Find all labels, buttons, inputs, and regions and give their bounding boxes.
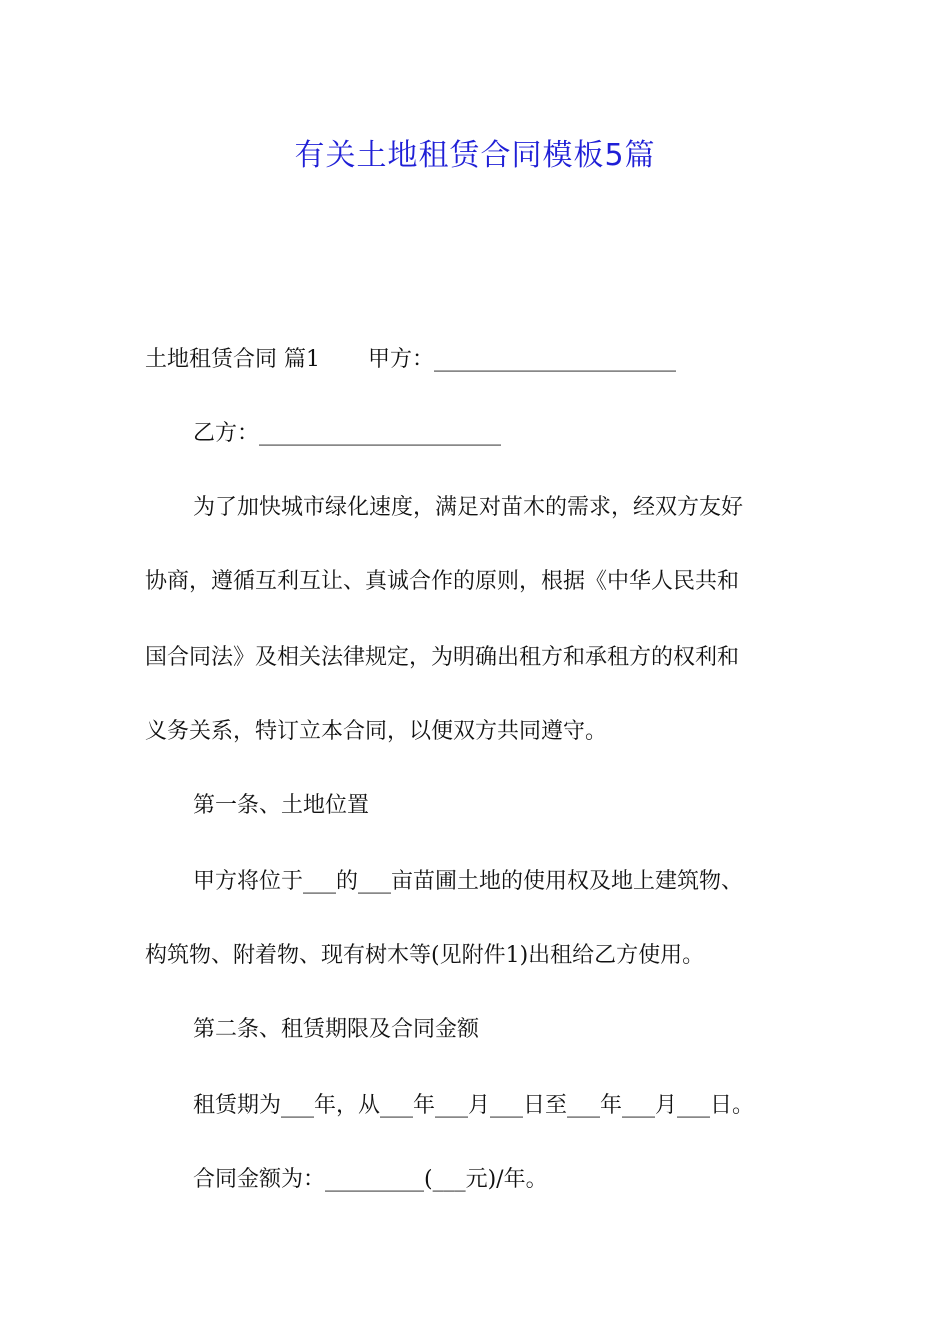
article-heading: 第二条、租赁期限及合同金额 bbox=[193, 1017, 480, 1042]
paragraph-line: 义务关系，特订立本合同，以便双方共同遵守。 bbox=[145, 719, 608, 744]
contract-heading-line bbox=[145, 344, 825, 376]
article-heading: 第一条、土地位置 bbox=[193, 793, 370, 818]
paragraph-line: 合同金额为：_________(___元)/年。 bbox=[193, 1167, 548, 1192]
party-b-field: 乙方：______________________ bbox=[193, 421, 502, 446]
paragraph-line: 租赁期为___年，从___年___月___日至___年___月___日。 bbox=[193, 1093, 755, 1118]
paragraph-line: 构筑物、附着物、现有树木等(见附件1)出租给乙方使用。 bbox=[145, 943, 705, 968]
paragraph-line: 为了加快城市绿化速度，满足对苗木的需求，经双方友好 bbox=[193, 495, 744, 520]
document-title: 有关土地租赁合同模板5篇 bbox=[294, 138, 656, 173]
paragraph-line: 协商，遵循互利互让、真诚合作的原则，根据《中华人民共和 bbox=[145, 569, 740, 594]
contract-heading: 土地租赁合同 篇1 bbox=[145, 347, 320, 372]
party-a-field: 甲方：______________________ bbox=[368, 347, 677, 372]
paragraph-line: 甲方将位于___的___亩苗圃土地的使用权及地上建筑物、 bbox=[193, 869, 744, 894]
paragraph-line: 国合同法》及相关法律规定，为明确出租方和承租方的权利和 bbox=[145, 645, 740, 670]
